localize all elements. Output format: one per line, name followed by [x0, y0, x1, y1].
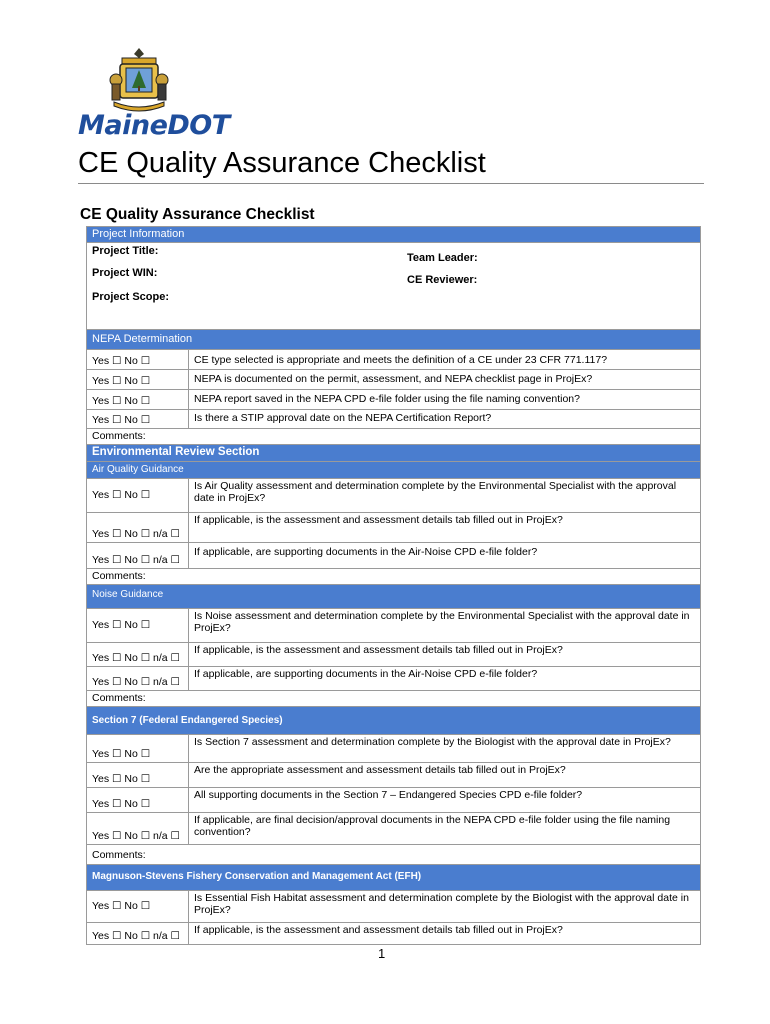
project-info-header: Project Information — [87, 227, 701, 243]
s7-question-4: If applicable, are final decision/approval documents in the NEPA CPD e-file folder using the file naming convention? — [188, 813, 700, 845]
nepa-comments[interactable]: Comments: — [87, 429, 701, 445]
s7-choice-1[interactable]: Yes ☐ No ☐ — [87, 735, 189, 763]
nepa-choice-2[interactable]: Yes ☐ No ☐ — [87, 370, 189, 390]
noise-question-3: If applicable, are supporting documents in the Air-Noise CPD e-file folder? — [188, 667, 700, 691]
nepa-question-2: NEPA is documented on the permit, assessment, and NEPA checklist page in ProjEx? — [188, 370, 700, 390]
env-review-header: Environmental Review Section — [87, 445, 701, 462]
project-win-label: Project WIN: — [92, 267, 158, 279]
page-number: 1 — [378, 946, 386, 961]
noise-choice-1[interactable]: Yes ☐ No ☐ — [87, 609, 189, 643]
mainedot-logo — [78, 46, 230, 142]
efh-question-2: If applicable, is the assessment and assessment details tab filled out in ProjEx? — [188, 923, 700, 945]
s7-choice-2[interactable]: Yes ☐ No ☐ — [87, 763, 189, 788]
efh-question-1: Is Essential Fish Habitat assessment and determination complete by the Biologist with the approval date in ProjEx? — [188, 891, 700, 923]
nepa-choice-1[interactable]: Yes ☐ No ☐ — [87, 350, 189, 370]
team-leader-label: Team Leader: — [407, 252, 478, 264]
section-title: CE Quality Assurance Checklist — [80, 206, 315, 223]
noise-choice-2[interactable]: Yes ☐ No ☐ n/a ☐ — [87, 643, 189, 667]
checklist-table — [86, 329, 701, 945]
nepa-header: NEPA Determination — [87, 330, 701, 350]
project-info-body — [87, 243, 701, 330]
nepa-question-4: Is there a STIP approval date on the NEPA Certification Report? — [188, 410, 700, 429]
noise-header: Noise Guidance — [87, 585, 701, 609]
noise-question-2: If applicable, is the assessment and assessment details tab filled out in ProjEx? — [188, 643, 700, 667]
nepa-question-1: CE type selected is appropriate and meets the definition of a CE under 23 CFR 771.117? — [188, 350, 700, 370]
efh-choice-2[interactable]: Yes ☐ No ☐ n/a ☐ — [87, 923, 189, 945]
nepa-question-3: NEPA report saved in the NEPA CPD e-file folder using the file naming convention? — [188, 390, 700, 410]
state-seal-icon — [108, 46, 170, 112]
noise-comments[interactable]: Comments: — [87, 691, 701, 707]
air-choice-2[interactable]: Yes ☐ No ☐ n/a ☐ — [87, 513, 189, 543]
air-quality-header: Air Quality Guidance — [87, 462, 701, 479]
air-question-1: Is Air Quality assessment and determination complete by the Environmental Specialist with the approval date in ProjEx? — [188, 479, 700, 513]
s7-choice-4[interactable]: Yes ☐ No ☐ n/a ☐ — [87, 813, 189, 845]
air-comments[interactable]: Comments: — [87, 569, 701, 585]
ce-reviewer-label: CE Reviewer: — [407, 274, 478, 286]
noise-question-1: Is Noise assessment and determination complete by the Environmental Specialist with the approval date in ProjEx? — [188, 609, 700, 643]
s7-choice-3[interactable]: Yes ☐ No ☐ — [87, 788, 189, 813]
nepa-choice-3[interactable]: Yes ☐ No ☐ — [87, 390, 189, 410]
efh-header: Magnuson-Stevens Fishery Conservation and Management Act (EFH) — [87, 865, 701, 891]
efh-choice-1[interactable]: Yes ☐ No ☐ — [87, 891, 189, 923]
s7-question-1: Is Section 7 assessment and determination complete by the Biologist with the approval date in ProjEx? — [188, 735, 700, 763]
title-divider — [78, 183, 704, 184]
page-title: CE Quality Assurance Checklist — [78, 147, 486, 179]
project-title-label: Project Title: — [92, 245, 159, 257]
s7-question-2: Are the appropriate assessment and assessment details tab filled out in ProjEx? — [188, 763, 700, 788]
nepa-choice-4[interactable]: Yes ☐ No ☐ — [87, 410, 189, 429]
brand-logo-text: MaineDOT — [78, 110, 230, 141]
s7-comments[interactable]: Comments: — [87, 845, 701, 865]
air-choice-3[interactable]: Yes ☐ No ☐ n/a ☐ — [87, 543, 189, 569]
air-question-2: If applicable, is the assessment and assessment details tab filled out in ProjEx? — [188, 513, 700, 543]
noise-choice-3[interactable]: Yes ☐ No ☐ n/a ☐ — [87, 667, 189, 691]
project-scope-label: Project Scope: — [92, 291, 170, 303]
project-info-table — [86, 226, 701, 330]
air-question-3: If applicable, are supporting documents in the Air-Noise CPD e-file folder? — [188, 543, 700, 569]
section7-header: Section 7 (Federal Endangered Species) — [87, 707, 701, 735]
air-choice-1[interactable]: Yes ☐ No ☐ — [87, 479, 189, 513]
s7-question-3: All supporting documents in the Section 7 – Endangered Species CPD e-file folder? — [188, 788, 700, 813]
